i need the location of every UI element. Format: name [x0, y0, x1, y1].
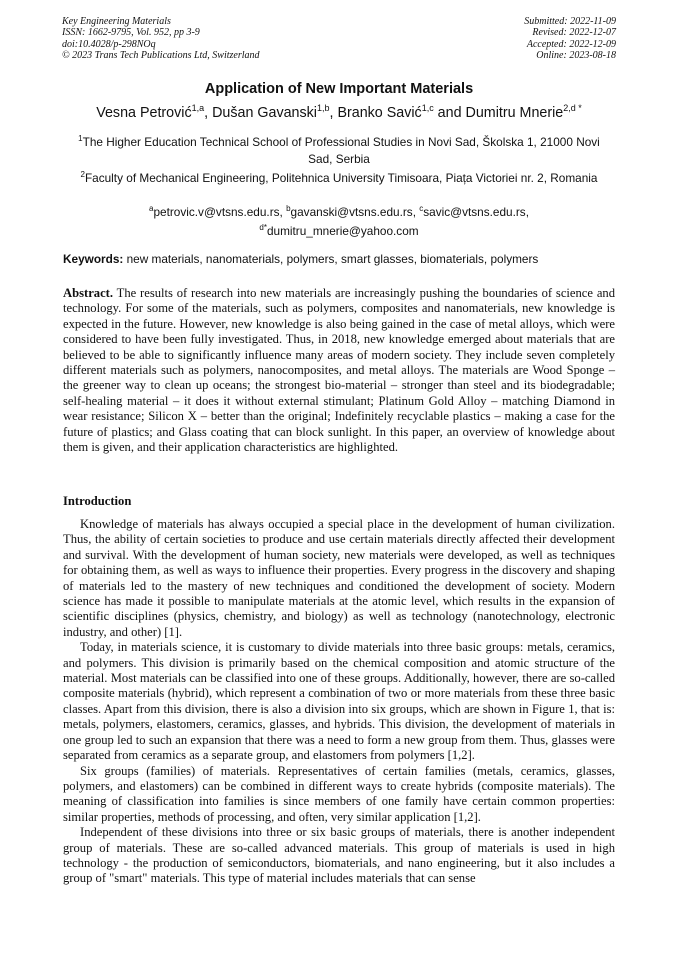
email-address[interactable]: dumitru_mnerie@yahoo.com: [266, 223, 419, 238]
author-separator: ,: [329, 104, 338, 121]
section-heading-introduction: Introduction: [63, 494, 132, 508]
email-list: $^a$petrovic.v@vtsns.edu.rs, $^b$gavanski@vtsns.edu.rs, $^c$savic@vtsns.edu.rs, $^{d*}$dumitru_mnerie@yahoo.com: [149, 204, 529, 238]
journal-info: [62, 16, 260, 61]
paragraph: Today, in materials science, it is customary to divide materials into three basic groups: metals, ceramics, and polymers. This division is primarily based on the chemical composition and atomic structure of the material. Most materials can be classified into one of these groups. Additionally, however, there are so-called composite materials (hybrid), which represent a combination of two or more materials from these three basic classes. Apart from this division, there is also a division into six groups, which are shown in Figure 1, that is: metals, polymers, elastomers, ceramics, glasses, and hybrids. This division, the development of materials in one group led to such an expansion that there was a need to form a new group from them. Thus, glasses were separated from ceramics as a separate group, and elastomers from polymers [1,2].: [63, 640, 615, 763]
affiliation: [78, 166, 600, 187]
paragraph: Independent of these divisions into three or six basic groups of materials, there is another independent group of materials. These are so-called advanced materials. This group of materials is used in high technology - the production of semiconductors, biomaterials, and nano engineering, but it also includes a group of "smart" materials. This type of material includes materials that can sense: [63, 825, 615, 886]
email-mark: b: [286, 204, 291, 213]
email-address[interactable]: gavanski@vtsns.edu.rs: [290, 204, 413, 219]
abstract-text: The results of research into new materials are increasingly pushing the boundaries of science and technology. For some of the materials, such as polymers, composites and nanomaterials, new knowledge is expected in the future. However, new knowledge is also being gained in the case of metal alloys, which were considered to have been fully investigated. Thus, in 2018, new knowledge emerged about materials that are believed to be able to significantly influence many areas of modern society. They include seven completely different materials such as polymers, nanocomposites, and metal alloys. The materials are Wood Sponge – the greener way to clean up oceans; the strongest bio-material – stronger than steel and its biodegradable; self-healing material – it does it without external stimulant; Platinum Gold Alloy – matching Diamond in wear resistance; Silicon X – better than the original; Indefinitely recyclable plastics – making a case for the future of plastics; and Glass coating that can block sunlight. In this paper, an overview of knowledge about them is given, and their application characteristics are highlighted.: [63, 286, 615, 455]
email-mark: d*: [259, 222, 267, 232]
introduction-section: [63, 517, 615, 887]
affiliation-mark: 1: [78, 134, 83, 143]
paragraph: Knowledge of materials has always occupied a special place in the development of human civilization. Thus, the ability of certain societies to produce and use certain materials directly affected their development and survival. With the development of human society, new materials were developed, as well as techniques for obtaining them, as well as ways to influence their properties. Every progress in the discovery and shaping of materials led to the mastery of new techniques and conditioned the development of society. Modern science has made it possible to manipulate materials at the atomic level, which results in the expansion of scientific disciplines (physics, chemistry, and biology) as well as technology (nanotechnology, electronic industry, and other) [1].: [63, 517, 615, 639]
affiliation-text: The Higher Education Technical School of Professional Studies in Novi Sad, Školska 1, 21000 Novi Sad, Serbia: [82, 134, 600, 166]
keywords: [63, 252, 638, 266]
affiliation-text: Faculty of Mechanical Engineering, Politehnica University Timisoara, Piața Victoriei nr. 2, Romania: [84, 170, 598, 185]
journal-name: Key Engineering Materials: [62, 16, 171, 27]
author-name: Dumitru Mnerie: [465, 104, 564, 121]
email-mark: a: [149, 204, 154, 213]
author-affiliation-mark: 2,d *: [563, 103, 582, 113]
abstract: [63, 286, 615, 455]
publication-dates: [524, 16, 616, 61]
author-separator: ,: [204, 104, 213, 121]
journal-issn: ISSN: 1662-9795, Vol. 952, pp 3-9: [62, 27, 200, 39]
date-submitted: Submitted: 2022-11-09: [524, 16, 616, 27]
author-separator: and: [433, 104, 466, 121]
keywords-label: Keywords:: [63, 252, 124, 266]
journal-doi: doi:10.4028/p-298NOq: [62, 38, 156, 50]
author-affiliation-mark: 1,b: [316, 103, 330, 113]
date-accepted: Accepted: 2022-12-09: [526, 38, 616, 50]
author-name: Vesna Petrović: [96, 104, 192, 121]
paragraph: Six groups (families) of materials. Representatives of certain families (metals, ceramics, glasses, polymers, and elastomers) can be combined in different ways to create hybrids (composite materials). The meaning of classification into families is since members of one family have certain common properties: similar properties, methods of processing, and often, very similar application [1,2].: [63, 763, 615, 824]
affiliation-mark: 2: [80, 170, 85, 179]
date-online: Online: 2023-08-18: [536, 49, 616, 61]
date-revised: Revised: 2022-12-07: [532, 27, 616, 39]
email-address[interactable]: savic@vtsns.edu.rs: [423, 204, 526, 219]
paper-title: Application of New Important Materials: [204, 81, 474, 97]
author-affiliation-mark: 1,a: [191, 103, 205, 113]
affiliation: [78, 130, 600, 168]
author-name: Branko Savić: [337, 104, 422, 121]
journal-copyright: © 2023 Trans Tech Publications Ltd, Switzerland: [62, 49, 260, 61]
author-list: [40, 103, 638, 121]
author-affiliation-mark: 1,c: [421, 103, 434, 113]
keywords-text: new materials, nanomaterials, polymers, smart glasses, biomaterials, polymers: [126, 252, 539, 266]
abstract-label: Abstract.: [63, 286, 114, 300]
author-name: Dušan Gavanski: [212, 104, 317, 121]
email-address[interactable]: petrovic.v@vtsns.edu.rs: [153, 204, 280, 219]
email-mark: c: [419, 204, 424, 213]
